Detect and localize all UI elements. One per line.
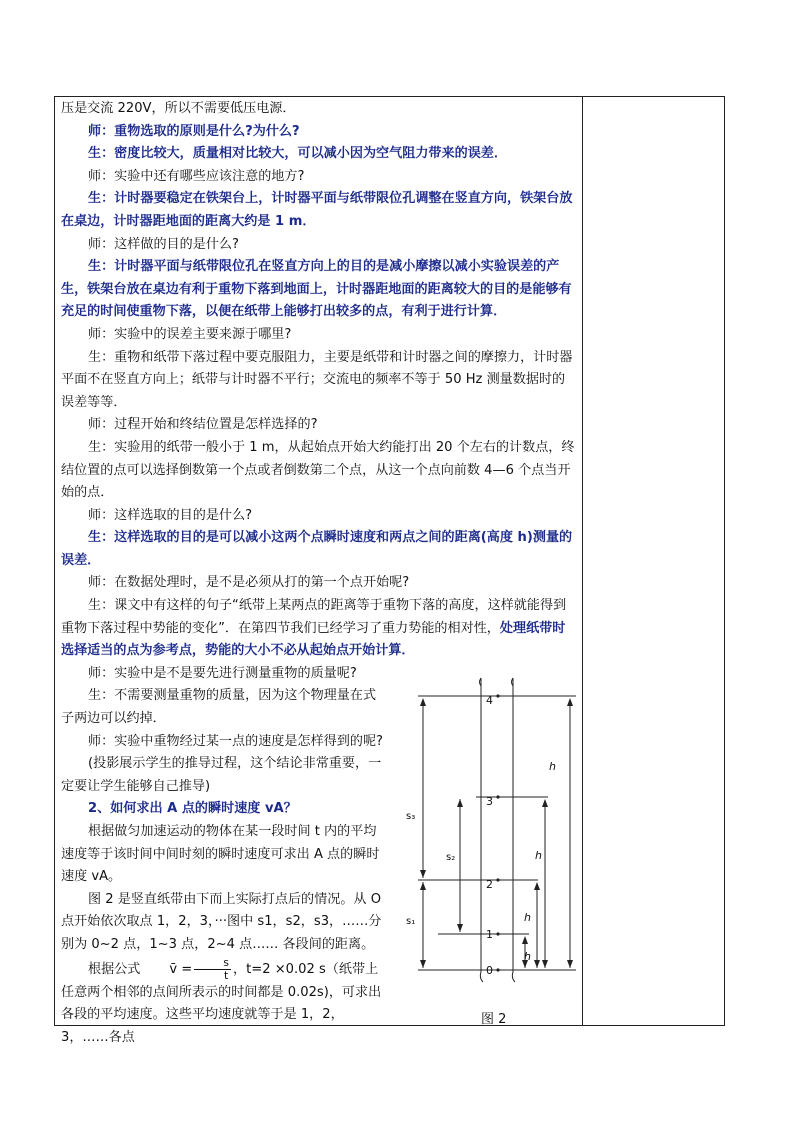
tape-dot-2 bbox=[496, 878, 499, 881]
s3-label: s₃ bbox=[406, 811, 416, 822]
h-label: h bbox=[535, 849, 542, 862]
figure-caption: 图 2 bbox=[481, 1012, 507, 1027]
teacher-question: 师：在数据处理时，是不是必须从打的第一个点开始呢? bbox=[88, 575, 410, 591]
tape-dot-1 bbox=[496, 932, 499, 935]
emphasis-span: 处理纸带时选择适当的点为参考点，势能的大小不必从起始点开始计算． bbox=[61, 620, 566, 659]
point-label: 1 bbox=[486, 928, 493, 941]
text-span: 根据公式 bbox=[88, 961, 141, 977]
s2-label: s₂ bbox=[446, 852, 456, 863]
h-label: h bbox=[524, 911, 531, 924]
body-paragraph: 根据做匀加速运动的物体在某一段时间 t 内的平均速度等于该时间中间时刻的瞬时速度可求出 A 点的瞬时速度 vA。 bbox=[61, 824, 380, 885]
tape-dot-4 bbox=[496, 694, 499, 697]
body-paragraph: 图 2 是竖直纸带由下而上实际打点后的情况。从 O 点开始依次取点 1，2，3，···图中 s1，s2，s3，……分别为 0~2 点，1~3 点，2~4 点…… 各段间的距离。 bbox=[61, 891, 382, 952]
student-answer: 生：计时器要稳定在铁架台上，计时器平面与纸带限位孔调整在竖直方向，铁架台放在桌边，计时器距地面的距离大约是 1 m． bbox=[61, 191, 573, 229]
point-label: 2 bbox=[486, 878, 493, 891]
h-label: h bbox=[524, 950, 531, 963]
s1-label: s₁ bbox=[406, 916, 416, 927]
text-line: 压是交流 220V，所以不需要低压电源． bbox=[61, 101, 296, 116]
point-label: 0 bbox=[486, 964, 493, 977]
teacher-question: 师：实验中是不是要先进行测量重物的质量呢? bbox=[88, 665, 357, 681]
tape-figure bbox=[398, 676, 584, 1027]
text-span: ，t=2 ×0.02 s（纸带上任意两个相邻的点间所表示的时间都是 0.02s)，可求出各段的平均速度。这些平均速度就等于是 1，2，3，……各点 bbox=[61, 961, 382, 1045]
student-answer: 生：实验用的纸带一般小于 1 m，从起始点开始大约能打出 20 个左右的计数点，终结位置的点可以选择倒数第一个点或者倒数第二个点，从这一个点向前数 4—6 个点当开始的点． bbox=[61, 439, 575, 501]
section-heading: 2、如何求出 A 点的瞬时速度 vA？ bbox=[88, 801, 297, 817]
tape-diagram bbox=[398, 676, 584, 1006]
formula bbox=[142, 957, 231, 982]
teacher-question: 师：实验中还有哪些应该注意的地方? bbox=[88, 168, 305, 184]
teacher-question: 师：这样做的目的是什么? bbox=[88, 236, 239, 252]
formula-denominator: t bbox=[223, 968, 229, 982]
text-span: 生：课文中有这样的句子“纸带上某两点的距离等于重物下落的高度，这样就能得到重物下落过程中势能的变化”．在第四节我们已经学习了重力势能的相对性， bbox=[61, 598, 567, 636]
point-label: 4 bbox=[486, 694, 493, 707]
tape-dot-0 bbox=[496, 968, 499, 971]
student-answer: 生：重物和纸带下落过程中要克服阻力，主要是纸带和计时器之间的摩擦力，计时器平面不在竖直方向上；纸带与计时器不平行；交流电的频率不等于 50 Hz 测量数据时的误差等等． bbox=[61, 349, 573, 410]
teacher-question: 师：实验中重物经过某一点的速度是怎样得到的呢? bbox=[88, 733, 384, 749]
student-answer: 生：计时器平面与纸带限位孔在竖直方向上的目的是减小摩擦以减小实验误差的产生，铁架台放在桌边有利于重物下落到地面上，计时器距地面的距离较大的目的是能够有充足的时间使重物下落，以便在纸带上能够打出较多的点，有利于进行计算． bbox=[61, 259, 572, 320]
teacher-question: 师：过程开始和终结位置是怎样选择的? bbox=[88, 417, 318, 433]
student-answer: 生：不需要测量重物的质量，因为这个物理量在式子两边可以约掉． bbox=[61, 688, 377, 727]
formula-lhs: v̄ = bbox=[169, 961, 193, 977]
teacher-question: 师：重物选取的原则是什么?为什么? bbox=[88, 123, 300, 139]
formula-paragraph bbox=[61, 957, 387, 1050]
note-text: (投影展示学生的推导过程，这个结论非常重要，一定要让学生能够自己推导) bbox=[61, 756, 382, 794]
teacher-question: 师：实验中的误差主要来源于哪里? bbox=[88, 326, 292, 342]
student-answer: 生：密度比较大，质量相对比较大，可以减小因为空气阻力带来的误差． bbox=[88, 146, 507, 162]
h-label: h bbox=[549, 760, 556, 773]
student-answer: 生：这样选取的目的是可以减小这两个点瞬时速度和两点之间的距离(高度 h)测量的误差． bbox=[61, 530, 573, 568]
formula-numerator: s bbox=[194, 957, 231, 970]
tape-dot-3 bbox=[496, 795, 499, 798]
student-answer bbox=[61, 595, 577, 663]
teacher-question: 师：这样选取的目的是什么? bbox=[88, 507, 253, 523]
point-label: 3 bbox=[486, 795, 493, 808]
